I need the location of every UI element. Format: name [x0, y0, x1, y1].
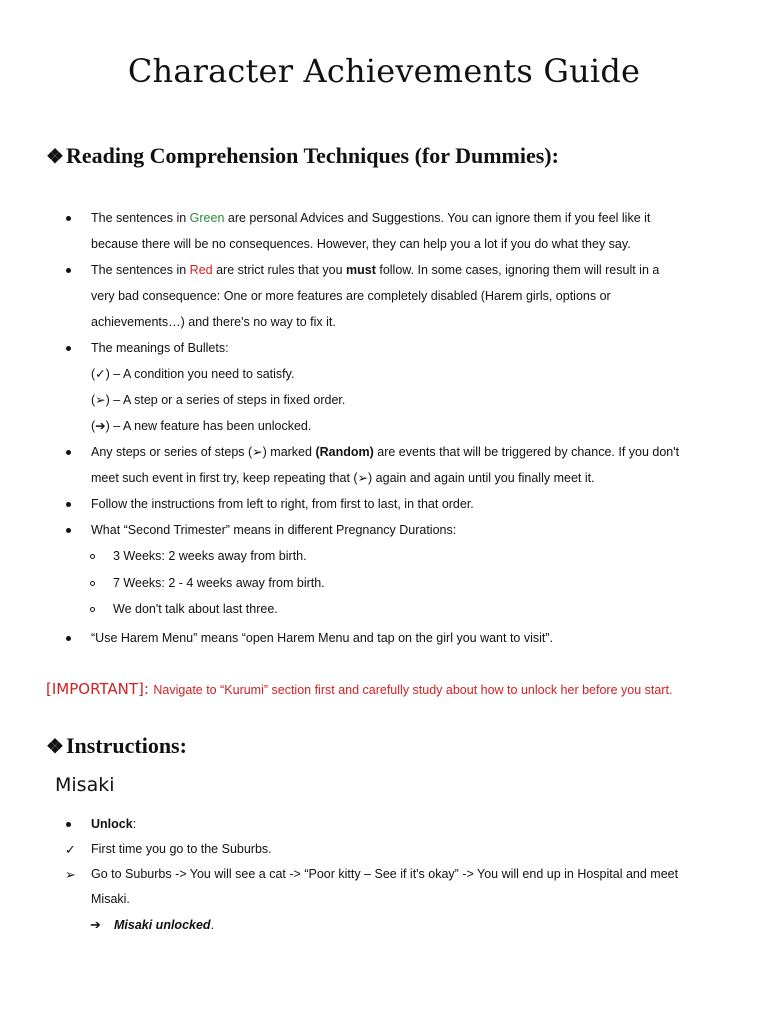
diamond-bullet-icon: ❖: [46, 736, 64, 758]
list-item-red-rule: [62, 257, 722, 335]
list-item-random: [62, 439, 722, 491]
text: The sentences in: [91, 263, 190, 277]
unlock-label: Unlock: [91, 817, 133, 831]
text: First time you go to the Suburbs.: [91, 842, 272, 856]
text: are strict rules that you: [212, 263, 346, 277]
text: .: [210, 918, 215, 932]
text: 3 Weeks: 2 weeks away from birth.: [113, 549, 307, 563]
text: 7 Weeks: 2 - 4 weeks away from birth.: [113, 575, 325, 590]
text: What “Second Trimester” means in different Pregnancy Durations:: [91, 523, 457, 537]
important-note: [46, 680, 746, 699]
sub-item-trimester: [62, 543, 722, 570]
list-item-unlock: [62, 811, 742, 837]
list-item-green-rule: [62, 205, 722, 257]
step-row: [62, 862, 742, 912]
text: The sentences in: [91, 211, 190, 225]
important-tag: [IMPORTANT]:: [46, 680, 149, 698]
text: The meanings of Bullets:: [91, 341, 229, 355]
arrow-meaning: (➔) – A new feature has been unlocked.: [91, 419, 312, 433]
text: Misaki.: [91, 892, 130, 906]
text: are events that will be triggered by chance. If you don't: [373, 445, 680, 459]
text: follow. In some cases, ignoring them will result in a: [375, 263, 660, 277]
text: because there will be no consequences. However, they can help you a lot if you do what they say.: [91, 237, 631, 251]
result-row: [62, 912, 742, 938]
must-word: must: [346, 263, 376, 277]
sub-item-trimester: [62, 570, 722, 597]
section-heading-text: Reading Comprehension Techniques (for Dummies):: [65, 143, 559, 168]
list-item-harem-menu: [62, 625, 722, 651]
text: very bad consequence: One or more features are completely disabled (Harem girls, options or: [91, 289, 611, 303]
unlock-arrow-icon: ➔: [90, 917, 101, 932]
bullet-dot-icon: [66, 346, 71, 351]
circle-bullet-icon: [90, 607, 95, 612]
text: achievements…) and there's no way to fix it.: [91, 315, 336, 329]
result-text: Misaki unlocked: [114, 918, 211, 932]
circle-bullet-icon: [90, 581, 95, 586]
bullet-dot-icon: [66, 822, 71, 827]
diamond-bullet-icon: ❖: [46, 146, 64, 168]
check-meaning: (✓) – A condition you need to satisfy.: [91, 367, 295, 381]
section-heading-instructions: [46, 733, 187, 759]
important-message: Navigate to “Kurumi” section first and carefully study about how to unlock her before you start.: [153, 683, 673, 697]
text: Any steps or series of steps (➢) marked: [91, 445, 316, 459]
text: “Use Harem Menu” means “open Harem Menu and tap on the girl you want to visit”.: [91, 630, 554, 645]
bullet-dot-icon: [66, 450, 71, 455]
bullet-dot-icon: [66, 528, 71, 533]
text: meet such event in first try, keep repeating that (➢) again and again until you finally meet it.: [91, 471, 595, 485]
text: :: [132, 817, 137, 831]
step-arrow-icon: ➢: [65, 867, 76, 882]
bullet-dot-icon: [66, 502, 71, 507]
text: Go to Suburbs -> You will see a cat -> “Poor kitty – See if it's okay” -> You will end up in Hospital and meet: [91, 867, 679, 881]
red-word: Red: [189, 263, 213, 277]
document-title: Character Achievements Guide: [127, 52, 641, 90]
bullet-dot-icon: [66, 268, 71, 273]
green-word: Green: [189, 211, 225, 225]
text: We don't talk about last three.: [113, 602, 278, 616]
check-mark-icon: ✓: [65, 842, 76, 857]
text: Follow the instructions from left to right, from first to last, in that order.: [91, 497, 474, 511]
condition-row: [62, 837, 742, 862]
character-name-misaki: Misaki: [55, 774, 115, 796]
bullet-dot-icon: [66, 636, 71, 641]
circle-bullet-icon: [90, 554, 95, 559]
bullet-dot-icon: [66, 216, 71, 221]
section-heading-text: Instructions:: [65, 733, 187, 758]
misaki-instructions: [62, 811, 742, 938]
list-item-bullet-meanings: [62, 335, 722, 439]
sub-item-trimester: [62, 596, 722, 623]
text: are personal Advices and Suggestions. You can ignore them if you feel like it: [224, 211, 651, 225]
list-item-order: [62, 491, 722, 517]
rules-list: [62, 205, 722, 651]
random-word: (Random): [315, 445, 374, 459]
step-meaning: (➢) – A step or a series of steps in fixed order.: [91, 393, 346, 407]
list-item-trimester: [62, 517, 722, 543]
section-heading-reading: [46, 143, 559, 169]
